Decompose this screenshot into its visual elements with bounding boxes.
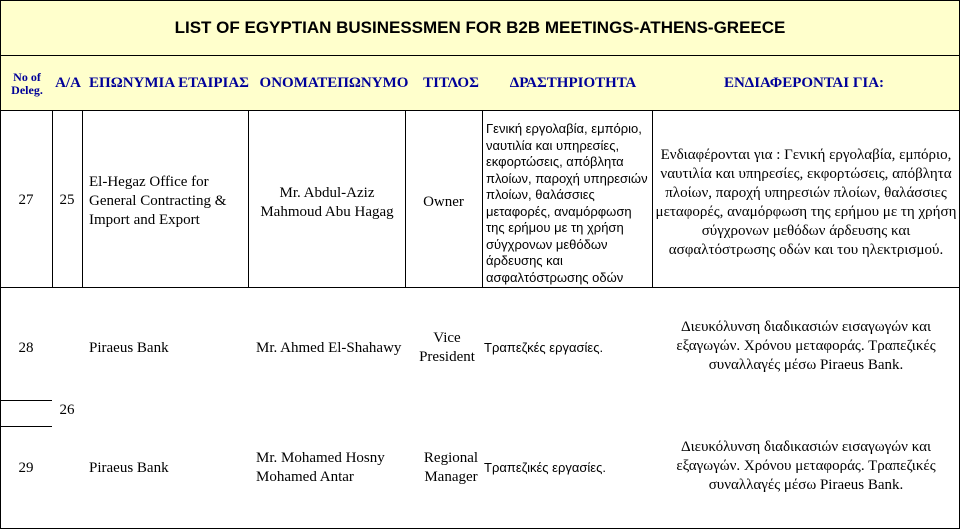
header-no-of-deleg: No of Deleg. <box>11 69 43 97</box>
row-2-activity: Τραπεζκές εργασίες. <box>484 339 604 355</box>
table-header <box>0 56 960 111</box>
row-2-title: Vice President <box>419 330 475 365</box>
page-title: LIST OF EGYPTIAN BUSINESSMEN FOR B2B MEETINGS-ATHENS-GREECE <box>0 0 960 56</box>
header-name: ΟΝΟΜΑΤΕΠΩΝΥΜΟ <box>259 75 409 91</box>
header-title: ΤΙΤΛΟΣ <box>423 75 479 91</box>
grid-line <box>82 111 83 287</box>
row-2-company: Piraeus Bank <box>89 339 169 356</box>
row-3-title: Regional Manager <box>423 450 479 485</box>
row-1-name: Mr. Abdul-Aziz Mahmoud Abu Hagag <box>260 185 394 220</box>
row-1-company: El-Hegaz Office for General Contracting & Import and Export <box>89 173 227 228</box>
grid-line <box>0 287 960 288</box>
row-3-activity: Τραπεζικές εργασίες. <box>484 459 606 475</box>
header-activity: ΔΡΑΣΤΗΡΙΟΤΗΤΑ <box>509 75 637 91</box>
row-1-no: 27 <box>18 191 34 208</box>
grid-line <box>248 111 249 287</box>
row-2-interest: Διευκόλυνση διαδικασιών εισαγωγών και εξαγωγών. Χρόνου μεταφοράς. Τραπεζικές συναλλαγές μέσω Piraeus Bank. <box>676 318 936 373</box>
header-interest: ΕΝΔΙΑΦΕΡΟΝΤΑΙ ΓΙΑ: <box>723 75 885 91</box>
row-3-no: 29 <box>18 459 34 476</box>
row-3-name: Mr. Mohamed Hosny Mohamed Antar <box>256 450 385 485</box>
row-2-name: Mr. Ahmed El-Shahawy <box>256 339 402 356</box>
row-1-title: Owner <box>423 193 464 210</box>
row-3-company: Piraeus Bank <box>89 459 169 476</box>
row-1-activity: Γενική εργολαβία, εμπόριο, ναυτιλία και υπηρεσίες, εκφορτώσεις, απόβλητα πλοίων, παροχή υπηρεσιών πλοίων, θαλάσσιες μεταφορές, αναμόρφωση της ερήμου με τη χρήση σύγχρονων μεθόδων άρδευσης και ασφαλτόστρωσης οδών <box>486 121 648 285</box>
header-company: ΕΠΩΝΥΜΙΑ ΕΤΑΙΡΙΑΣ <box>89 75 249 91</box>
header-aa: A/A <box>55 75 81 91</box>
grid-line <box>0 400 52 401</box>
grid-line <box>0 426 52 427</box>
row-2-no: 28 <box>18 339 34 356</box>
row-1-aa: 25 <box>59 191 75 208</box>
rows-2-3-aa: 26 <box>59 401 75 418</box>
row-3-interest: Διευκόλυνση διαδικασιών εισαγωγών και εξαγωγών. Χρόνου μεταφοράς. Τραπεζικές συναλλαγές μέσω Piraeus Bank. <box>676 438 936 493</box>
grid-line <box>652 111 653 287</box>
grid-line <box>482 111 483 287</box>
row-1-interest: Ενδιαφέρονται για : Γενική εργολαβία, εμπόριο, ναυτιλία και υπηρεσίες, εκφορτώσεις, απόβλητα πλοίων, παροχή υπηρεσιών πλοίων, θαλάσσιες μεταφορές, αναμόρφωση της ερήμου με τη χρήση σύγχρονων μεθόδων άρδευσης και ασφαλτόστρωσης οδών και του ηλεκτρισμού. <box>655 147 957 258</box>
